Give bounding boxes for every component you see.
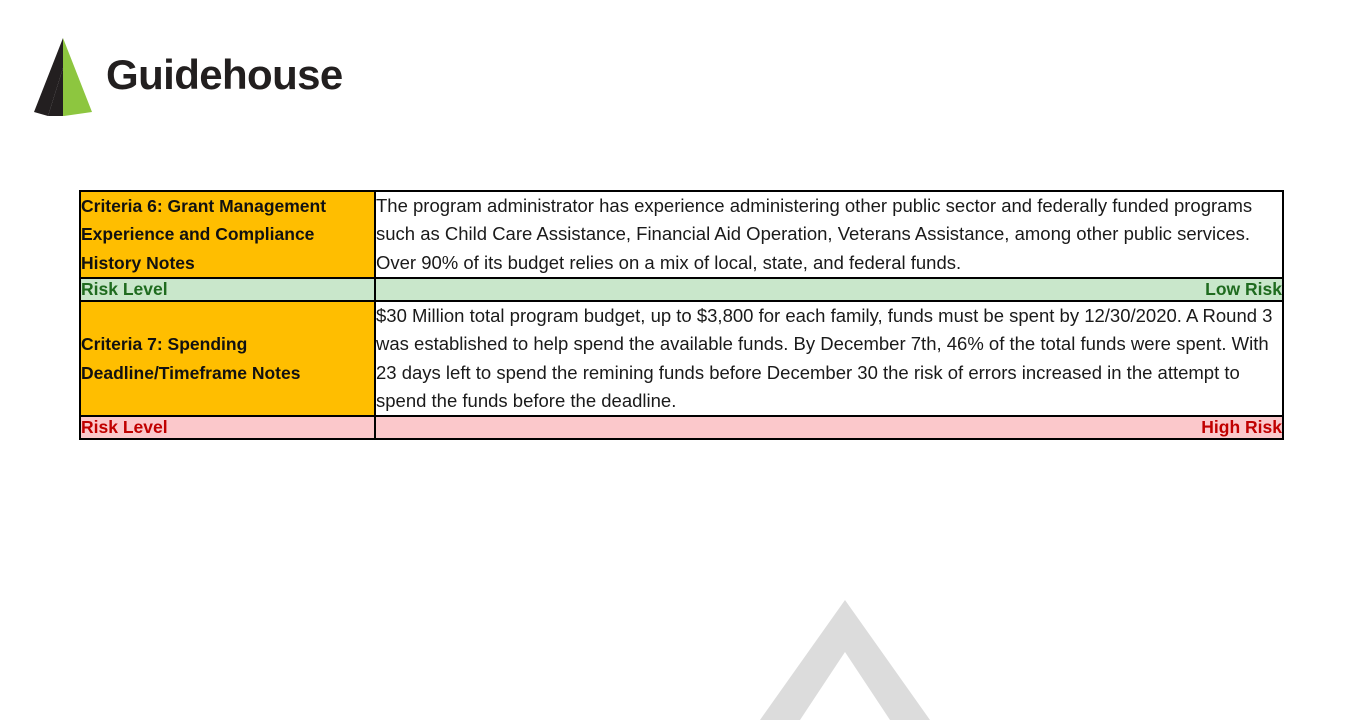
- brand-header: [30, 38, 343, 116]
- risk-level-label-6: Risk Level: [80, 278, 375, 301]
- status-badge-low-risk: Low Risk: [375, 278, 1283, 301]
- table-row: [80, 191, 1283, 278]
- status-badge-high-risk: High Risk: [375, 416, 1283, 439]
- criteria-6-label: Criteria 6: Grant Management Experience and Compliance History Notes: [80, 191, 375, 278]
- table-row: [80, 301, 1283, 416]
- table-row-risk-level-7: [80, 416, 1283, 439]
- risk-criteria-table: [79, 190, 1284, 440]
- criteria-7-label: Criteria 7: Spending Deadline/Timeframe Notes: [80, 301, 375, 416]
- guidehouse-arrow-logo-icon: [30, 38, 96, 116]
- risk-level-label-7: Risk Level: [80, 416, 375, 439]
- guidehouse-arrow-watermark: [745, 600, 945, 720]
- table-row-risk-level-6: [80, 278, 1283, 301]
- criteria-6-notes: The program administrator has experience administering other public sector and federally funded programs such as Child Care Assistance, Financial Aid Operation, Veterans Assistance, among other public services. Over 90% of its budget relies on a mix of local, state, and federal funds.: [375, 191, 1283, 278]
- brand-name: Guidehouse: [106, 51, 343, 98]
- criteria-7-notes: $30 Million total program budget, up to $3,800 for each family, funds must be spent by 12/30/2020. A Round 3 was established to help spend the available funds. By December 7th, 46% of the total funds were spent. With 23 days left to spend the remining funds before December 30 the risk of errors increased in the attempt to spend the funds before the deadline.: [375, 301, 1283, 416]
